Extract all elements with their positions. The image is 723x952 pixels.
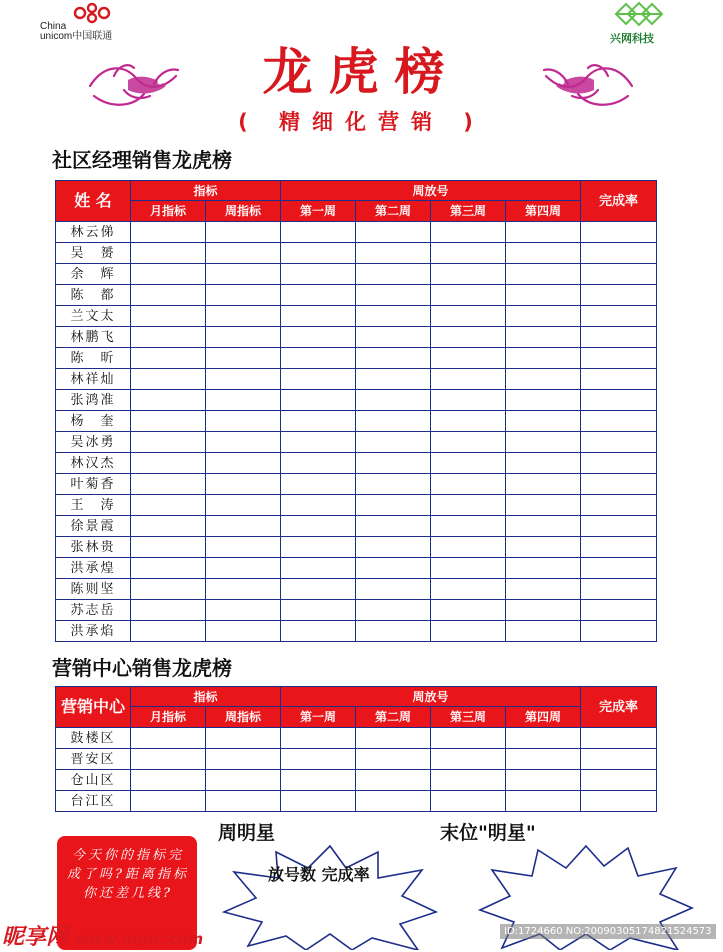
watermark-brand: 昵享网: [2, 925, 69, 950]
xingwang-mesh-icon: [612, 0, 666, 28]
table-cell[interactable]: [431, 285, 506, 306]
table-cell[interactable]: [281, 495, 356, 516]
table-row: [56, 264, 657, 285]
table-cell[interactable]: [581, 411, 657, 432]
table-cell[interactable]: [281, 474, 356, 495]
table-row: [56, 600, 657, 621]
weekly-group-header: 周放号: [281, 687, 581, 707]
watermark-left: [2, 920, 203, 951]
table-cell[interactable]: [506, 222, 581, 243]
sub-header-5: 第三周: [431, 707, 506, 728]
table-cell[interactable]: [506, 558, 581, 579]
table-row: [56, 453, 657, 474]
table-row: [56, 749, 657, 770]
table-cell[interactable]: [206, 369, 281, 390]
table-cell[interactable]: [506, 495, 581, 516]
row-name: 陈 都: [56, 285, 131, 306]
sub-header-3: 第一周: [281, 707, 356, 728]
table-cell[interactable]: [356, 495, 431, 516]
table-cell[interactable]: [431, 243, 506, 264]
row-name: 仓山区: [56, 770, 131, 791]
row-name: 余 辉: [56, 264, 131, 285]
table-cell[interactable]: [431, 621, 506, 642]
sub-header-2: 周指标: [206, 201, 281, 222]
table-cell[interactable]: [131, 791, 206, 812]
table-row: [56, 495, 657, 516]
table-cell[interactable]: [206, 306, 281, 327]
table-cell[interactable]: [206, 243, 281, 264]
row-name: 叶菊香: [56, 474, 131, 495]
table-cell[interactable]: [581, 770, 657, 791]
table-cell[interactable]: [131, 600, 206, 621]
table-cell[interactable]: [131, 432, 206, 453]
table-cell[interactable]: [506, 770, 581, 791]
sub-header-4: 第二周: [356, 201, 431, 222]
table-cell[interactable]: [281, 327, 356, 348]
manager-ranking-table: [55, 180, 657, 642]
weekly-star-burst: [222, 842, 438, 950]
table-cell[interactable]: [281, 728, 356, 749]
table-cell[interactable]: [431, 770, 506, 791]
page-subtitle: ( 精细化营销 ): [238, 110, 485, 134]
table-cell[interactable]: [206, 579, 281, 600]
logo-left-line2: unicom中国联通: [40, 31, 113, 42]
table-cell[interactable]: [581, 474, 657, 495]
row-name: 吴冰勇: [56, 432, 131, 453]
table-cell[interactable]: [356, 369, 431, 390]
table-cell[interactable]: [431, 558, 506, 579]
table-cell[interactable]: [206, 770, 281, 791]
row-name: 林祥灿: [56, 369, 131, 390]
row-name: 张鸿准: [56, 390, 131, 411]
table-cell[interactable]: [431, 453, 506, 474]
row-name: 陈 昕: [56, 348, 131, 369]
dragon-right-icon: [538, 56, 638, 116]
table-cell[interactable]: [281, 264, 356, 285]
table-cell[interactable]: [431, 474, 506, 495]
table-row: [56, 411, 657, 432]
table-cell[interactable]: [356, 516, 431, 537]
table-cell[interactable]: [506, 411, 581, 432]
table-cell[interactable]: [131, 306, 206, 327]
table-cell[interactable]: [431, 537, 506, 558]
table-row: [56, 770, 657, 791]
row-name: 台江区: [56, 791, 131, 812]
table-cell[interactable]: [506, 432, 581, 453]
table-cell[interactable]: [581, 285, 657, 306]
completion-header: 完成率: [581, 687, 657, 728]
table-cell[interactable]: [281, 306, 356, 327]
table-cell[interactable]: [206, 222, 281, 243]
table-cell[interactable]: [581, 390, 657, 411]
row-name: 林云俤: [56, 222, 131, 243]
table-cell[interactable]: [206, 728, 281, 749]
table-cell[interactable]: [506, 348, 581, 369]
table-cell[interactable]: [131, 348, 206, 369]
table-cell[interactable]: [356, 390, 431, 411]
table-cell[interactable]: [356, 579, 431, 600]
table-cell[interactable]: [431, 369, 506, 390]
table-cell[interactable]: [356, 264, 431, 285]
table-row: [56, 558, 657, 579]
table-cell[interactable]: [581, 432, 657, 453]
row-name: 洪承煌: [56, 558, 131, 579]
table-cell[interactable]: [281, 432, 356, 453]
sub-header-5: 第三周: [431, 201, 506, 222]
table-cell[interactable]: [356, 749, 431, 770]
table-cell[interactable]: [431, 516, 506, 537]
table-cell[interactable]: [506, 264, 581, 285]
table-cell[interactable]: [131, 579, 206, 600]
table-cell[interactable]: [431, 222, 506, 243]
burst-text: 放号数 完成率: [268, 865, 370, 884]
table-cell[interactable]: [506, 285, 581, 306]
table-cell[interactable]: [506, 749, 581, 770]
table-row: [56, 432, 657, 453]
table-cell[interactable]: [281, 579, 356, 600]
table-cell[interactable]: [281, 621, 356, 642]
table-cell[interactable]: [206, 749, 281, 770]
table-cell[interactable]: [356, 222, 431, 243]
table-cell[interactable]: [206, 474, 281, 495]
table-cell[interactable]: [206, 537, 281, 558]
section2-title: 营销中心销售龙虎榜: [52, 656, 232, 680]
table-cell[interactable]: [581, 600, 657, 621]
table-cell[interactable]: [356, 728, 431, 749]
table-cell[interactable]: [281, 243, 356, 264]
table-cell[interactable]: [131, 327, 206, 348]
completion-header: 完成率: [581, 181, 657, 222]
table-cell[interactable]: [581, 537, 657, 558]
watermark-id: ID:1724660 NO:20090305174821524573: [500, 924, 716, 939]
table-cell[interactable]: [281, 411, 356, 432]
table-cell[interactable]: [281, 369, 356, 390]
sub-header-6: 第四周: [506, 707, 581, 728]
row-name: 苏志岳: [56, 600, 131, 621]
unicom-knot-icon: [70, 2, 114, 24]
row-name: 林汉杰: [56, 453, 131, 474]
table-cell[interactable]: [356, 327, 431, 348]
table-cell[interactable]: [506, 474, 581, 495]
table-cell[interactable]: [356, 474, 431, 495]
dragon-left-icon: [84, 56, 184, 116]
table-row: [56, 390, 657, 411]
table-cell[interactable]: [431, 791, 506, 812]
row-name: 林鹏飞: [56, 327, 131, 348]
table-cell[interactable]: [581, 558, 657, 579]
table-cell[interactable]: [356, 432, 431, 453]
table-row: [56, 327, 657, 348]
table-cell[interactable]: [206, 600, 281, 621]
table-cell[interactable]: [281, 770, 356, 791]
table-cell[interactable]: [131, 369, 206, 390]
table-cell[interactable]: [281, 537, 356, 558]
table-cell[interactable]: [506, 791, 581, 812]
weekly-group-header: 周放号: [281, 181, 581, 201]
table-cell[interactable]: [506, 453, 581, 474]
table-cell[interactable]: [131, 537, 206, 558]
table-cell[interactable]: [581, 306, 657, 327]
table-cell[interactable]: [281, 558, 356, 579]
table-cell[interactable]: [431, 411, 506, 432]
row-name: 王 涛: [56, 495, 131, 516]
table-row: [56, 285, 657, 306]
table-cell[interactable]: [506, 579, 581, 600]
table-cell[interactable]: [581, 579, 657, 600]
table-row: [56, 369, 657, 390]
table-cell[interactable]: [506, 306, 581, 327]
table-cell[interactable]: [581, 264, 657, 285]
table-cell[interactable]: [206, 432, 281, 453]
table-cell[interactable]: [206, 558, 281, 579]
table-cell[interactable]: [206, 791, 281, 812]
table-cell[interactable]: [431, 390, 506, 411]
table-cell[interactable]: [281, 390, 356, 411]
table-cell[interactable]: [206, 495, 281, 516]
table-cell[interactable]: [131, 453, 206, 474]
table-row: [56, 537, 657, 558]
name-header: 姓 名: [56, 181, 131, 222]
table-row: [56, 243, 657, 264]
table-row: [56, 222, 657, 243]
center-header: 营销中心: [56, 687, 131, 728]
table-cell[interactable]: [581, 495, 657, 516]
section1-title: 社区经理销售龙虎榜: [52, 148, 232, 172]
table-cell[interactable]: [131, 222, 206, 243]
table-cell[interactable]: [281, 453, 356, 474]
table-cell[interactable]: [431, 327, 506, 348]
watermark-url: www.nipic.com: [75, 930, 204, 948]
table-cell[interactable]: [206, 348, 281, 369]
table-cell[interactable]: [431, 306, 506, 327]
table-cell[interactable]: [431, 600, 506, 621]
table-cell[interactable]: [131, 390, 206, 411]
table-cell[interactable]: [581, 728, 657, 749]
table-cell[interactable]: [356, 348, 431, 369]
last-star-label: 末位"明星": [440, 822, 536, 844]
table-cell[interactable]: [356, 537, 431, 558]
weekly-star-label: 周明星: [218, 822, 276, 844]
table-cell[interactable]: [506, 327, 581, 348]
row-name: 吴 赟: [56, 243, 131, 264]
table-cell[interactable]: [206, 285, 281, 306]
table-cell[interactable]: [356, 306, 431, 327]
sub-header-4: 第二周: [356, 707, 431, 728]
table-cell[interactable]: [506, 621, 581, 642]
table-cell[interactable]: [281, 348, 356, 369]
table-cell[interactable]: [206, 516, 281, 537]
table-cell[interactable]: [506, 390, 581, 411]
table-cell[interactable]: [431, 348, 506, 369]
table-row: [56, 728, 657, 749]
table-cell[interactable]: [281, 600, 356, 621]
table-cell[interactable]: [506, 537, 581, 558]
sub-header-3: 第一周: [281, 201, 356, 222]
table-cell[interactable]: [281, 749, 356, 770]
table-cell[interactable]: [506, 728, 581, 749]
table-cell[interactable]: [206, 264, 281, 285]
table-cell[interactable]: [356, 600, 431, 621]
row-name: 洪承焰: [56, 621, 131, 642]
table-cell[interactable]: [131, 770, 206, 791]
table-cell[interactable]: [131, 264, 206, 285]
table-row: [56, 791, 657, 812]
table-cell[interactable]: [581, 621, 657, 642]
table-cell[interactable]: [356, 411, 431, 432]
table-cell[interactable]: [581, 348, 657, 369]
sub-header-1: 月指标: [131, 201, 206, 222]
table-cell[interactable]: [281, 285, 356, 306]
row-name: 晋安区: [56, 749, 131, 770]
table-cell[interactable]: [581, 327, 657, 348]
table-cell[interactable]: [581, 749, 657, 770]
indicator-group-header: 指标: [131, 687, 281, 707]
table-cell[interactable]: [431, 579, 506, 600]
table-cell[interactable]: [131, 411, 206, 432]
table-cell[interactable]: [431, 749, 506, 770]
table-cell[interactable]: [506, 600, 581, 621]
xingwang-logo: [600, 0, 680, 46]
row-name: 杨 奎: [56, 411, 131, 432]
table-cell[interactable]: [356, 285, 431, 306]
table-cell[interactable]: [206, 453, 281, 474]
table-cell[interactable]: [431, 264, 506, 285]
table-cell[interactable]: [131, 243, 206, 264]
table-cell[interactable]: [131, 728, 206, 749]
table-row: [56, 306, 657, 327]
table-cell[interactable]: [581, 243, 657, 264]
table-cell[interactable]: [131, 474, 206, 495]
indicator-group-header: 指标: [131, 181, 281, 201]
row-name: 兰文太: [56, 306, 131, 327]
table-cell[interactable]: [281, 222, 356, 243]
table-cell[interactable]: [281, 516, 356, 537]
row-name: 陈则坚: [56, 579, 131, 600]
table-cell[interactable]: [431, 432, 506, 453]
table-cell[interactable]: [506, 243, 581, 264]
table-cell[interactable]: [356, 558, 431, 579]
row-name: 徐景霞: [56, 516, 131, 537]
table-cell[interactable]: [581, 453, 657, 474]
table-cell[interactable]: [356, 453, 431, 474]
table-cell[interactable]: [581, 369, 657, 390]
table-cell[interactable]: [581, 222, 657, 243]
table-cell[interactable]: [131, 285, 206, 306]
page-title: 龙虎榜: [262, 42, 461, 101]
table-cell[interactable]: [356, 621, 431, 642]
center-ranking-table: [55, 686, 657, 812]
table-cell[interactable]: [131, 495, 206, 516]
row-name: 张林贵: [56, 537, 131, 558]
sub-header-1: 月指标: [131, 707, 206, 728]
sub-header-6: 第四周: [506, 201, 581, 222]
table-cell[interactable]: [206, 390, 281, 411]
table-cell[interactable]: [356, 770, 431, 791]
china-unicom-logo: [40, 2, 150, 44]
table-cell[interactable]: [206, 621, 281, 642]
table-cell[interactable]: [581, 516, 657, 537]
table-cell[interactable]: [506, 369, 581, 390]
table-cell[interactable]: [206, 411, 281, 432]
logo-right-text: 兴网科技: [610, 32, 654, 45]
table-cell[interactable]: [206, 327, 281, 348]
table-cell[interactable]: [581, 791, 657, 812]
table-cell[interactable]: [281, 791, 356, 812]
table-cell[interactable]: [131, 516, 206, 537]
table-row: [56, 474, 657, 495]
table-row: [56, 516, 657, 537]
table-cell[interactable]: [131, 621, 206, 642]
table-row: [56, 348, 657, 369]
table-cell[interactable]: [431, 495, 506, 516]
table-cell[interactable]: [506, 516, 581, 537]
reminder-text: 今天你的指标完成了吗?距离指标你还差几线?: [67, 848, 189, 901]
sub-header-2: 周指标: [206, 707, 281, 728]
logo-left-line1: China: [40, 21, 67, 32]
table-row: [56, 579, 657, 600]
table-cell[interactable]: [131, 749, 206, 770]
table-cell[interactable]: [356, 243, 431, 264]
row-name: 鼓楼区: [56, 728, 131, 749]
table-cell[interactable]: [431, 728, 506, 749]
table-row: [56, 621, 657, 642]
table-cell[interactable]: [356, 791, 431, 812]
table-cell[interactable]: [131, 558, 206, 579]
